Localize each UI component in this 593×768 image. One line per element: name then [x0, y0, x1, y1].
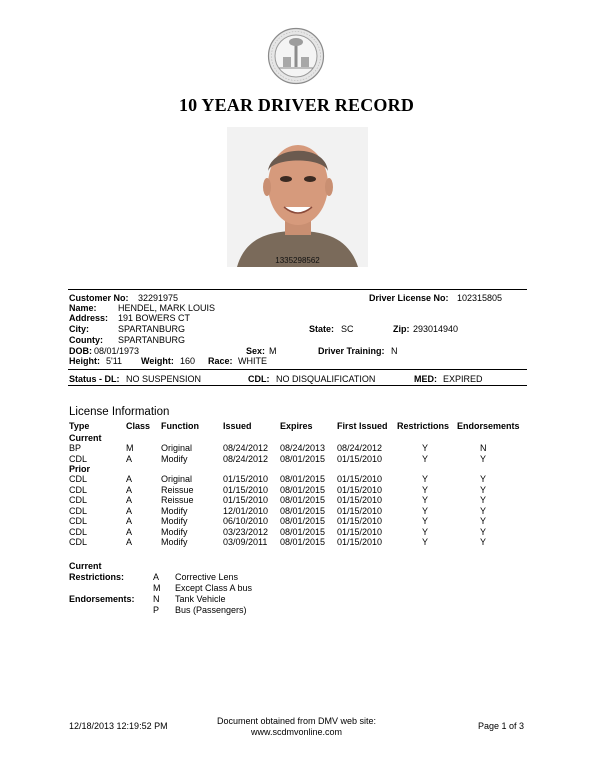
table-cell: A [126, 537, 133, 547]
table-cell: A [126, 453, 133, 464]
endorsement-code: P [153, 605, 160, 615]
page-number: Page 1 of 3 [478, 721, 525, 731]
weight-value: 160 [180, 356, 196, 366]
status-dl-label: Status - DL: [69, 374, 120, 384]
height-value: 5'11 [106, 356, 123, 366]
source-line-2: www.scdmvonline.com [250, 727, 343, 737]
city-label: City: [69, 324, 89, 334]
document-title: 10 YEAR DRIVER RECORD [178, 95, 415, 115]
prior-section-label: Prior [69, 464, 91, 474]
table-cell: M [126, 443, 134, 453]
table-cell: 01/15/2010 [337, 484, 383, 495]
column-header: First Issued [337, 421, 388, 431]
table-cell: 08/01/2015 [280, 505, 326, 516]
table-cell: 08/01/2015 [280, 495, 326, 505]
table-cell: Y [422, 474, 429, 484]
table-cell: 03/23/2012 [223, 526, 269, 537]
sex-value: M [269, 346, 277, 356]
restriction-description: Except Class A bus [175, 583, 253, 593]
restriction-description: Corrective Lens [175, 572, 239, 582]
table-cell: A [126, 495, 133, 505]
table-cell: 03/09/2011 [223, 537, 268, 547]
table-cell: Y [480, 495, 487, 505]
license-no-label: Driver License No: [369, 293, 449, 303]
table-cell: 01/15/2010 [337, 516, 383, 526]
table-cell: Y [422, 495, 429, 505]
table-cell: 08/01/2015 [280, 453, 326, 464]
customer-no-value: 32291975 [138, 293, 179, 303]
table-cell: Original [161, 443, 193, 453]
license-info-title: License Information [69, 406, 170, 418]
status-cdl-label: CDL: [248, 374, 270, 384]
zip-label: Zip: [393, 324, 410, 334]
column-header: Endorsements [457, 421, 520, 431]
table-cell: A [126, 516, 133, 526]
state-value: SC [341, 324, 354, 334]
table-cell: A [126, 484, 133, 495]
driver-training-label: Driver Training: [318, 346, 385, 356]
table-cell: 01/15/2010 [223, 474, 269, 484]
table-cell: 08/24/2013 [280, 443, 326, 453]
table-cell: CDL [69, 474, 88, 484]
current-section-label: Current [69, 433, 102, 443]
table-cell: BP [69, 443, 82, 453]
table-cell: A [126, 505, 133, 516]
column-header: Issued [223, 421, 252, 431]
column-header: Expires [280, 421, 313, 431]
table-cell: Y [480, 505, 487, 516]
table-cell: 01/15/2010 [337, 526, 383, 537]
name-label: Name: [69, 303, 97, 313]
dob-value: 08/01/1973 [94, 346, 140, 356]
county-value: SPARTANBURG [118, 335, 186, 345]
table-cell: 08/24/2012 [223, 453, 269, 464]
table-cell: Y [422, 443, 429, 453]
license-no-value: 102315805 [457, 293, 503, 303]
status-med-label: MED: [414, 374, 437, 384]
status-med-value: EXPIRED [443, 374, 483, 384]
table-cell: 08/01/2015 [280, 537, 326, 547]
table-cell: Y [422, 505, 429, 516]
table-cell: Reissue [161, 484, 194, 495]
table-cell: 01/15/2010 [337, 537, 383, 547]
address-label: Address: [69, 313, 109, 323]
table-cell: Y [480, 484, 487, 495]
restriction-code: A [153, 572, 160, 582]
table-cell: CDL [69, 495, 88, 505]
dob-label: DOB: [69, 346, 92, 356]
city-value: SPARTANBURG [118, 324, 186, 334]
column-header: Restrictions [397, 421, 450, 431]
table-cell: Y [422, 516, 429, 526]
restriction-code: M [153, 583, 161, 593]
table-cell: 08/24/2012 [337, 443, 383, 453]
table-cell: 08/24/2012 [223, 443, 269, 453]
restrictions-label: Restrictions: [69, 572, 125, 582]
endorsements-label: Endorsements: [69, 594, 135, 604]
table-cell: Y [480, 526, 487, 537]
table-cell: N [480, 443, 487, 453]
column-header: Class [126, 421, 151, 431]
table-cell: Modify [161, 505, 188, 516]
table-cell: 06/10/2010 [223, 516, 269, 526]
table-cell: 01/15/2010 [223, 495, 269, 505]
address-value: 191 BOWERS CT [118, 313, 191, 323]
table-cell: Y [422, 526, 429, 537]
table-cell: Modify [161, 516, 188, 526]
table-cell: Y [422, 537, 429, 547]
table-cell: A [126, 526, 133, 537]
endorsement-description: Bus (Passengers) [175, 605, 247, 615]
column-header: Type [69, 421, 90, 431]
photo-number: 1335298562 [275, 256, 320, 265]
table-cell: Original [161, 474, 193, 484]
table-cell: 01/15/2010 [337, 505, 383, 516]
table-cell: 01/15/2010 [337, 474, 383, 484]
table-cell: 01/15/2010 [223, 484, 269, 495]
table-cell: Modify [161, 526, 188, 537]
table-cell: CDL [69, 484, 88, 495]
table-cell: CDL [69, 453, 88, 464]
table-cell: Y [480, 453, 487, 464]
table-cell: CDL [69, 516, 88, 526]
table-cell: Y [480, 516, 487, 526]
driver-training-value: N [391, 346, 398, 356]
endorsement-description: Tank Vehicle [175, 594, 226, 604]
table-cell: 08/01/2015 [280, 484, 326, 495]
codes-current-label: Current [69, 561, 102, 571]
column-header: Function [161, 421, 199, 431]
status-dl-value: NO SUSPENSION [126, 374, 202, 384]
table-cell: 08/01/2015 [280, 516, 326, 526]
table-cell: CDL [69, 537, 88, 547]
table-cell: 01/15/2010 [337, 453, 383, 464]
table-cell: Y [480, 474, 487, 484]
table-cell: 08/01/2015 [280, 526, 326, 537]
height-label: Height: [69, 356, 100, 366]
table-cell: Modify [161, 453, 188, 464]
table-cell: 12/01/2010 [223, 505, 269, 516]
table-cell: Y [480, 537, 487, 547]
table-cell: 08/01/2015 [280, 474, 326, 484]
name-value: HENDEL, MARK LOUIS [118, 303, 216, 313]
race-value: WHITE [238, 356, 267, 366]
table-cell: CDL [69, 526, 88, 537]
county-label: County: [69, 335, 103, 345]
table-cell: Y [422, 484, 429, 495]
source-line-1: Document obtained from DMV web site: [216, 716, 377, 726]
weight-label: Weight: [141, 356, 174, 366]
table-cell: A [126, 474, 133, 484]
print-timestamp: 12/18/2013 12:19:52 PM [69, 721, 168, 731]
table-cell: Modify [161, 537, 188, 547]
state-label: State: [309, 324, 335, 334]
table-cell: Reissue [161, 495, 194, 505]
customer-no-label: Customer No: [69, 293, 129, 303]
zip-value: 293014940 [413, 324, 459, 334]
status-cdl-value: NO DISQUALIFICATION [276, 374, 376, 384]
table-cell: Y [422, 453, 429, 464]
sex-label: Sex: [246, 346, 266, 356]
table-cell: CDL [69, 505, 88, 516]
table-cell: 01/15/2010 [337, 495, 383, 505]
race-label: Race: [208, 356, 233, 366]
endorsement-code: N [153, 594, 160, 604]
